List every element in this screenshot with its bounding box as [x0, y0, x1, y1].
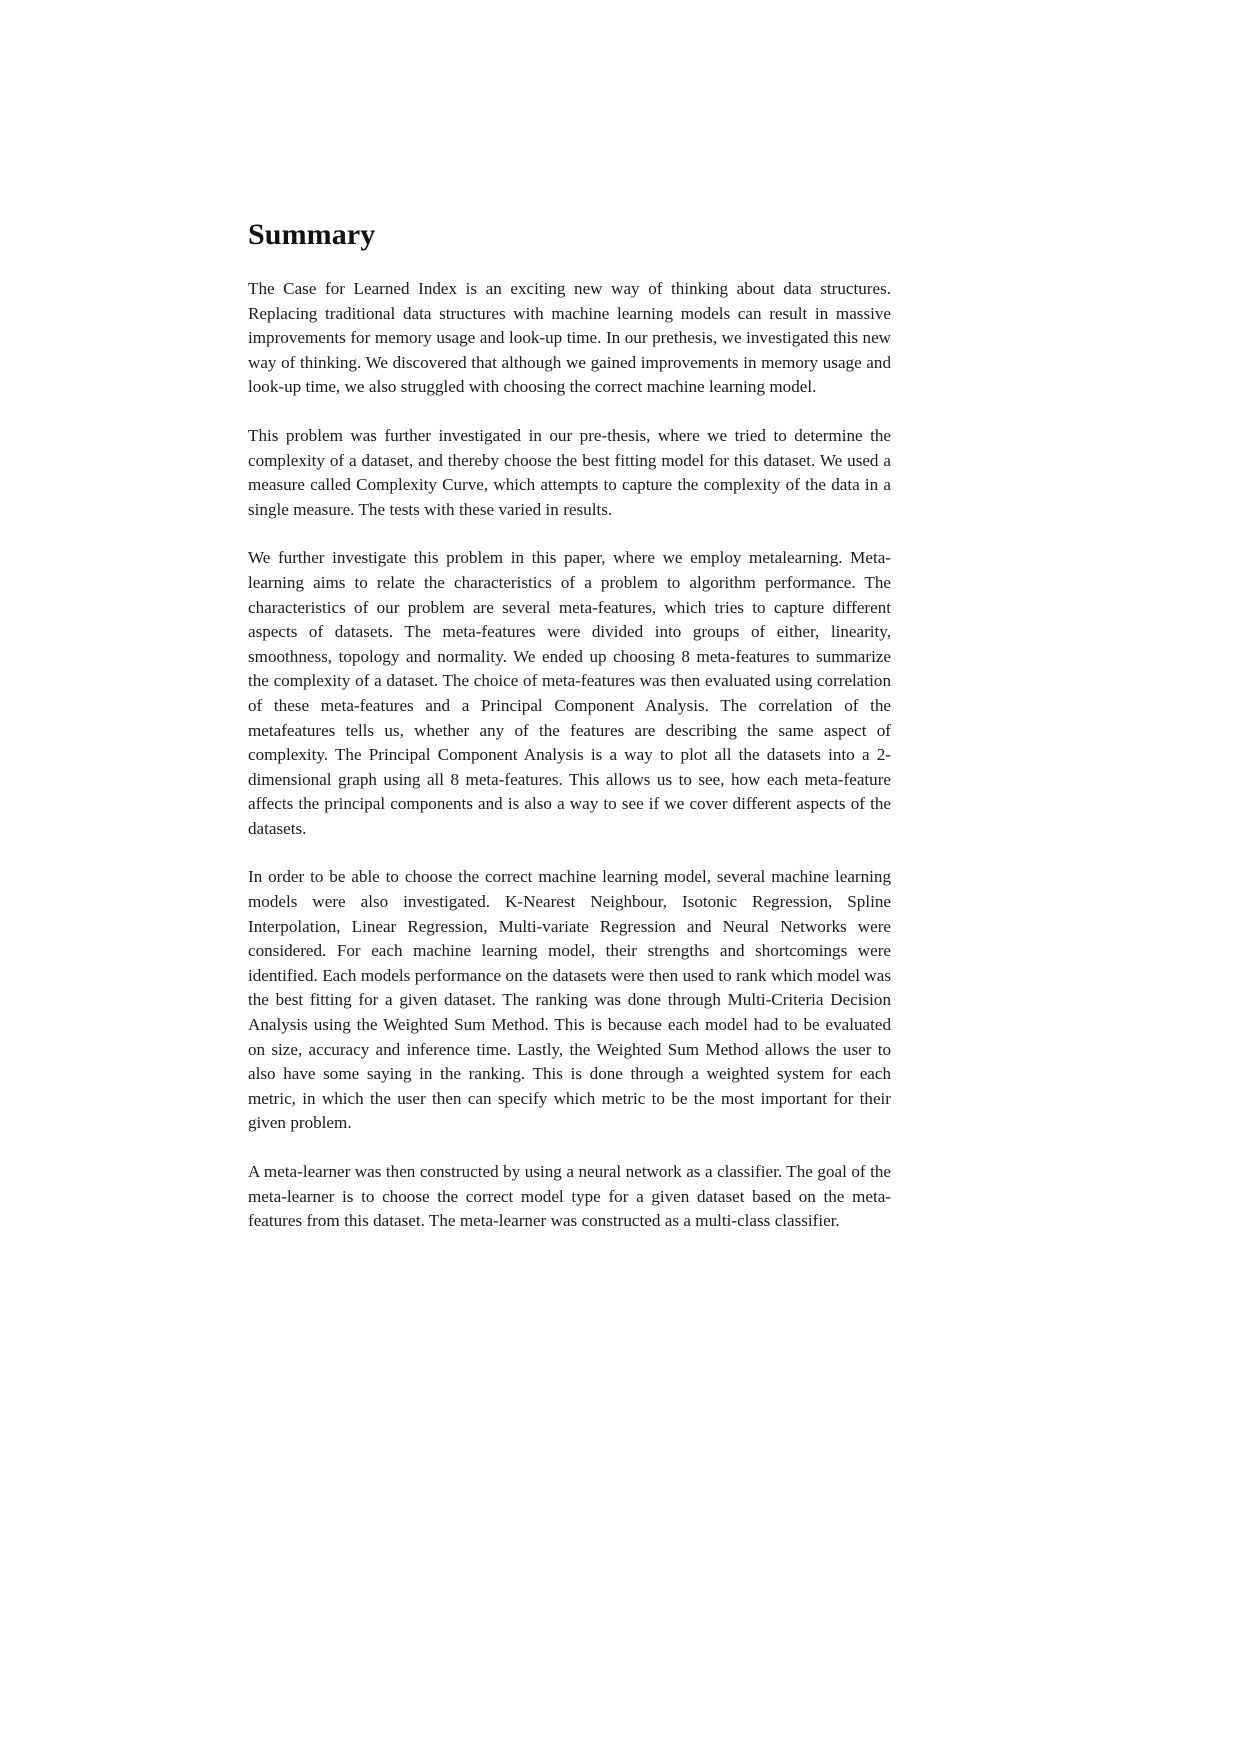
paragraph-3: We further investigate this problem in this paper, where we employ metalearning. Meta-learning aims to relate the characteristics of a problem to algorithm performance. The characteristics of our problem are several meta-features, which tries to capture different aspects of datasets. The meta-features were divided into groups of either, linearity, smoothness, topology and normality. We ended up choosing 8 meta-features to summarize the complexity of a dataset. The choice of meta-features was then evaluated using correlation of these meta-features and a Principal Component Analysis. The correlation of the metafeatures tells us, whether any of the features are describing the same aspect of complexity. The Principal Component Analysis is a way to plot all the datasets into a 2-dimensional graph using all 8 meta-features. This allows us to see, how each meta-feature affects the principal components and is also a way to see if we cover different aspects of the datasets.	[248, 548, 891, 838]
paragraph-1: The Case for Learned Index is an exciting new way of thinking about data structures. Replacing traditional data structures with machine learning models can result in massive improvements for memory usage and look-up time. In our prethesis, we investigated this new way of thinking. We discovered that although we gained improvements in memory usage and look-up time, we also struggled with choosing the correct machine learning model.	[248, 279, 891, 397]
paragraph-5: A meta-learner was then constructed by using a neural network as a classifier. The goal of the meta-learner is to choose the correct model type for a given dataset based on the meta-features from this dataset. The meta-learner was constructed as a multi-class classifier.	[248, 1162, 891, 1231]
paragraph-4: In order to be able to choose the correct machine learning model, several machine learning models were also investigated. K-Nearest Neighbour, Isotonic Regression, Spline Interpolation, Linear Regression, Multi-variate Regression and Neural Networks were considered. For each machine learning model, their strengths and shortcomings were identified. Each models performance on the datasets were then used to rank which model was the best fitting for a given dataset. The ranking was done through Multi-Criteria Decision Analysis using the Weighted Sum Method. This is because each model had to be evaluated on size, accuracy and inference time. Lastly, the Weighted Sum Method allows the user to also have some saying in the ranking. This is done through a weighted system for each metric, in which the user then can specify which metric to be the most important for their given problem.	[248, 867, 891, 1133]
document-content	[248, 218, 891, 1234]
paragraph-2: This problem was further investigated in our pre-thesis, where we tried to determine the complexity of a dataset, and thereby choose the best fitting model for this dataset. We used a measure called Complexity Curve, which attempts to capture the complexity of the data in a single measure. The tests with these varied in results.	[248, 425, 891, 519]
page-title: Summary	[248, 218, 376, 251]
